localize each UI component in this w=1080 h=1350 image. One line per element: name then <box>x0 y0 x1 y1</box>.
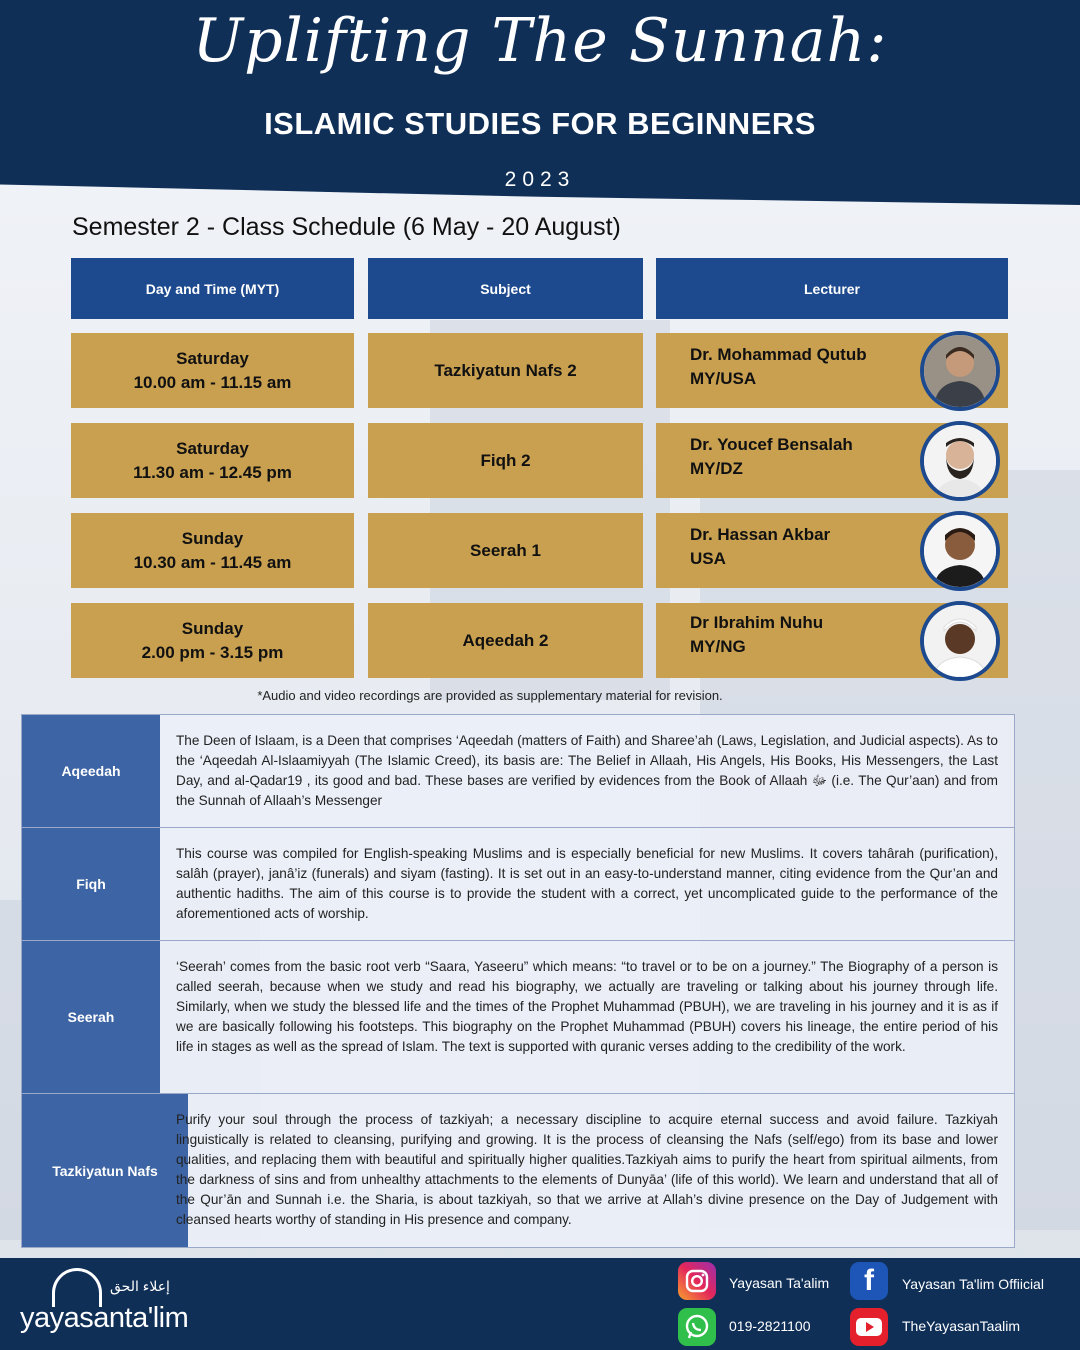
logo-arabic-text: إعلاء الحق <box>110 1278 170 1294</box>
day-label: Saturday <box>176 348 249 368</box>
footer <box>0 1258 1080 1350</box>
recordings-note: *Audio and video recordings are provided as supplementary material for revision. <box>257 688 723 703</box>
description-label: Aqeedah <box>22 715 160 827</box>
facebook-page[interactable]: Yayasan Ta'lim Offiicial <box>902 1276 1044 1292</box>
schedule-lecturer <box>656 333 1008 408</box>
description-label: Fiqh <box>22 828 160 940</box>
schedule-lecturer <box>656 603 1008 678</box>
whatsapp-number[interactable]: 019-2821100 <box>729 1318 811 1334</box>
page-title: Uplifting The Sunnah: <box>192 6 888 76</box>
day-label: Saturday <box>176 438 249 458</box>
lecturer-avatar <box>920 331 1000 411</box>
whatsapp-icon[interactable] <box>678 1308 716 1346</box>
time-label: 10.00 am - 11.15 am <box>133 372 292 392</box>
lecturer-country: USA <box>690 549 726 568</box>
page-subtitle: ISLAMIC STUDIES FOR BEGINNERS <box>264 106 816 141</box>
column-header-day-time: Day and Time (MYT) <box>71 258 354 319</box>
lecturer-name: Dr. Youcef Bensalah <box>690 435 853 454</box>
day-label: Sunday <box>181 528 244 548</box>
lecturer-country: MY/NG <box>690 637 746 656</box>
description-label: Tazkiyatun Nafs <box>22 1094 188 1247</box>
schedule-subject: Tazkiyatun Nafs 2 <box>368 333 643 408</box>
column-header-subject: Subject <box>368 258 643 319</box>
lecturer-country: MY/USA <box>690 369 757 388</box>
youtube-channel[interactable]: TheYayasanTaalim <box>902 1318 1021 1334</box>
lecturer-avatar <box>920 601 1000 681</box>
description-row-aqeedah <box>21 714 1015 828</box>
schedule-day-time <box>71 423 354 498</box>
lecturer-avatar <box>920 421 1000 501</box>
description-text: Purify your soul through the process of tazkiyah; a necessary discipline to acquire eternal success and avoid failure. Tazkiyah linguistically is related to cleansing, purifying and growing. It is the process of cleansing the Nafs (self/ego) from its base and lower qualities, and replacing them with beautiful and spiritually higher qualities.Tazkiyah aims to purify the heart from spiritual ailments, from the darkness of sins and from unhealthy attachments to the elements of Dunyāa’ (life of this world). We learn and understand that all of the Qur’ān and Sunnah i.e. the Sharia, is about tazkiyah, so that we arrive at Allah’s divine presence on the Day of Judgement with cleansed hearts worthy of standing in His presence and company. <box>176 1112 998 1227</box>
description-label: Seerah <box>22 941 160 1093</box>
instagram-icon[interactable] <box>678 1262 716 1300</box>
person-icon <box>924 605 996 677</box>
schedule-day-time <box>71 513 354 588</box>
schedule-day-time <box>71 333 354 408</box>
youtube-icon[interactable] <box>850 1308 888 1346</box>
description-row-tazkiyatun-nafs <box>21 1093 1015 1248</box>
time-label: 2.00 pm - 3.15 pm <box>141 642 284 662</box>
description-row-fiqh <box>21 827 1015 941</box>
time-label: 10.30 am - 11.45 am <box>133 552 292 572</box>
schedule-subject: Seerah 1 <box>368 513 643 588</box>
lecturer-name: Dr. Mohammad Qutub <box>690 345 867 364</box>
schedule-lecturer <box>656 513 1008 588</box>
person-icon <box>924 425 996 497</box>
description-text: ‘Seerah’ comes from the basic root verb “Saara, Yaseeru” which means: “to travel or to be on a journey.” The Biography of a person is called seerah, because when we study and read his biography, we actually are traveling or talking about his journey through life. Similarly, when we study the blessed life and the times of the Prophet Muhammad (PBUH), we are traveling in his journey and it is as if we are basically following his footsteps. This biography on the Prophet Muhammad (PBUH) covers his lineage, the entire period of his life in stages as well as the spread of Islam. The text is supported with quranic verses adding to the credibility of the work. <box>176 959 998 1054</box>
instagram-handle[interactable]: Yayasan Ta'alim <box>729 1275 830 1291</box>
lecturer-name: Dr. Hassan Akbar <box>690 525 831 544</box>
year-label: 2023 <box>504 168 576 191</box>
schedule-day-time <box>71 603 354 678</box>
logo-text: yayasanta'lim <box>20 1302 189 1334</box>
schedule-subject: Aqeedah 2 <box>368 603 643 678</box>
description-text: The Deen of Islaam, is a Deen that comprises ‘Aqeedah (matters of Faith) and Sharee’ah (Laws, Legislation, and Judicial aspects). As to the ‘Aqeedah Al-Islaamiyyah (The Islamic Creed), its basis are: The Belief in Allaah, His Angels, His Books, His Messengers, the Last Day, and al-Qadar19 , its good and bad. These bases are verified by evidences from the Book of Allaah ﷻ (i.e. The Qur’aan) and from the Sunnah of Allaah’s Messenger <box>176 733 998 808</box>
column-header-lecturer: Lecturer <box>656 258 1008 319</box>
person-icon <box>924 515 996 587</box>
day-label: Sunday <box>181 618 244 638</box>
description-row-seerah <box>21 940 1015 1094</box>
time-label: 11.30 am - 12.45 pm <box>133 462 292 482</box>
schedule-subject: Fiqh 2 <box>368 423 643 498</box>
lecturer-country: MY/DZ <box>690 459 743 478</box>
description-text: This course was compiled for English-speaking Muslims and is especially beneficial for new Muslims. It covers tahârah (purification), salâh (prayer), janâ’iz (funerals) and siyam (fasting). It is set out in an easy-to-understand manner, citing evidence from the Qur’an and authentic hadiths. The aim of this course is to provide the student with a correct, yet uncomplicated guide to the performance of the aforementioned acts of worship. <box>176 846 998 921</box>
lecturer-avatar <box>920 511 1000 591</box>
person-icon <box>924 335 996 407</box>
schedule-title: Semester 2 - Class Schedule (6 May - 20 August) <box>72 213 621 241</box>
schedule-lecturer <box>656 423 1008 498</box>
facebook-icon[interactable]: f <box>850 1262 888 1300</box>
lecturer-name: Dr Ibrahim Nuhu <box>690 613 824 632</box>
